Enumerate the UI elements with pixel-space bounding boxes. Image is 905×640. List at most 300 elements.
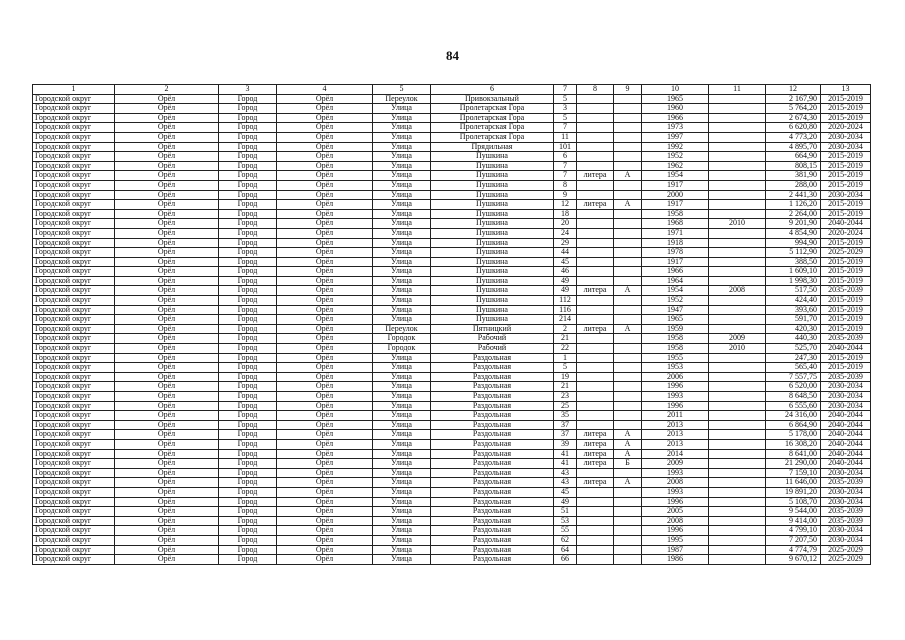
- cell-settlement: Орёл: [277, 507, 373, 517]
- cell-renovation-year: [709, 104, 766, 114]
- cell-settlement-type: Город: [219, 535, 277, 545]
- cell-settlement: Орёл: [277, 161, 373, 171]
- cell-period: 2035-2039: [821, 372, 871, 382]
- cell-settlement: Орёл: [277, 401, 373, 411]
- cell-letter: [614, 113, 642, 123]
- cell-district-type: Городской округ: [33, 555, 115, 565]
- cell-municipality: Орёл: [115, 430, 219, 440]
- cell-letter-label: [577, 344, 614, 354]
- cell-municipality: Орёл: [115, 324, 219, 334]
- cell-renovation-year: [709, 248, 766, 258]
- cell-letter: А: [614, 200, 642, 210]
- cell-area: 424,40: [766, 296, 821, 306]
- cell-period: 2020-2024: [821, 228, 871, 238]
- cell-area: 5 764,20: [766, 104, 821, 114]
- cell-house-number: 24: [554, 228, 577, 238]
- cell-settlement: Орёл: [277, 535, 373, 545]
- cell-letter: [614, 392, 642, 402]
- cell-street-name: Раздольная: [431, 555, 554, 565]
- cell-municipality: Орёл: [115, 420, 219, 430]
- cell-letter-label: литера: [577, 286, 614, 296]
- cell-municipality: Орёл: [115, 132, 219, 142]
- cell-letter-label: [577, 142, 614, 152]
- cell-area: 565,40: [766, 363, 821, 373]
- cell-letter: А: [614, 430, 642, 440]
- table-row: [33, 315, 871, 325]
- cell-period: 2015-2019: [821, 257, 871, 267]
- cell-district-type: Городской округ: [33, 344, 115, 354]
- cell-house-number: 44: [554, 248, 577, 258]
- table-row: [33, 152, 871, 162]
- cell-area: 8 641,00: [766, 449, 821, 459]
- cell-letter-label: [577, 94, 614, 104]
- header-cell-renovation-year: 11: [709, 85, 766, 95]
- cell-settlement-type: Город: [219, 487, 277, 497]
- cell-house-number: 5: [554, 113, 577, 123]
- cell-settlement: Орёл: [277, 123, 373, 133]
- cell-settlement: Орёл: [277, 324, 373, 334]
- cell-house-number: 55: [554, 526, 577, 536]
- cell-period: 2025-2029: [821, 248, 871, 258]
- cell-street-type: Улица: [373, 190, 431, 200]
- table-row: [33, 200, 871, 210]
- cell-district-type: Городской округ: [33, 535, 115, 545]
- cell-house-number: 39: [554, 439, 577, 449]
- cell-letter-label: [577, 516, 614, 526]
- cell-street-name: Пролетарская Гора: [431, 132, 554, 142]
- cell-municipality: Орёл: [115, 392, 219, 402]
- cell-letter-label: [577, 315, 614, 325]
- cell-settlement: Орёл: [277, 152, 373, 162]
- cell-build-year: 1978: [642, 248, 709, 258]
- table-row: [33, 353, 871, 363]
- table-row: [33, 94, 871, 104]
- cell-municipality: Орёл: [115, 209, 219, 219]
- cell-street-name: Пятницкий: [431, 324, 554, 334]
- cell-area: 11 646,00: [766, 478, 821, 488]
- cell-letter-label: [577, 113, 614, 123]
- table-row: [33, 449, 871, 459]
- cell-street-name: Раздольная: [431, 430, 554, 440]
- cell-settlement: Орёл: [277, 104, 373, 114]
- cell-street-name: Пушкина: [431, 200, 554, 210]
- cell-municipality: Орёл: [115, 190, 219, 200]
- cell-district-type: Городской округ: [33, 104, 115, 114]
- cell-area: 1 126,20: [766, 200, 821, 210]
- cell-street-type: Улица: [373, 200, 431, 210]
- cell-build-year: 1965: [642, 94, 709, 104]
- cell-build-year: 1952: [642, 296, 709, 306]
- cell-house-number: 12: [554, 200, 577, 210]
- cell-letter-label: [577, 305, 614, 315]
- cell-settlement: Орёл: [277, 171, 373, 181]
- cell-period: 2015-2019: [821, 353, 871, 363]
- cell-settlement: Орёл: [277, 267, 373, 277]
- cell-settlement: Орёл: [277, 497, 373, 507]
- cell-renovation-year: [709, 305, 766, 315]
- cell-letter-label: литера: [577, 478, 614, 488]
- cell-street-type: Улица: [373, 104, 431, 114]
- cell-street-name: Раздольная: [431, 497, 554, 507]
- cell-district-type: Городской округ: [33, 526, 115, 536]
- cell-build-year: 1993: [642, 468, 709, 478]
- cell-renovation-year: [709, 526, 766, 536]
- cell-street-type: Улица: [373, 439, 431, 449]
- cell-street-type: Улица: [373, 372, 431, 382]
- cell-house-number: 43: [554, 478, 577, 488]
- cell-street-name: Раздольная: [431, 392, 554, 402]
- cell-letter-label: [577, 363, 614, 373]
- cell-area: 1 609,10: [766, 267, 821, 277]
- cell-district-type: Городской округ: [33, 238, 115, 248]
- cell-district-type: Городской округ: [33, 324, 115, 334]
- cell-municipality: Орёл: [115, 152, 219, 162]
- cell-area: 9 414,00: [766, 516, 821, 526]
- cell-street-type: Улица: [373, 468, 431, 478]
- cell-letter-label: [577, 228, 614, 238]
- cell-period: 2015-2019: [821, 296, 871, 306]
- table-row: [33, 478, 871, 488]
- cell-build-year: 2000: [642, 190, 709, 200]
- table-row: [33, 516, 871, 526]
- cell-street-type: Улица: [373, 478, 431, 488]
- cell-period: 2015-2019: [821, 152, 871, 162]
- cell-district-type: Городской округ: [33, 267, 115, 277]
- cell-settlement-type: Город: [219, 468, 277, 478]
- cell-area: 2 674,30: [766, 113, 821, 123]
- header-cell-district-type: 1: [33, 85, 115, 95]
- cell-municipality: Орёл: [115, 171, 219, 181]
- cell-letter: [614, 526, 642, 536]
- cell-street-type: Улица: [373, 392, 431, 402]
- cell-renovation-year: [709, 353, 766, 363]
- cell-build-year: 1959: [642, 324, 709, 334]
- cell-letter-label: [577, 209, 614, 219]
- cell-settlement: Орёл: [277, 353, 373, 363]
- cell-settlement: Орёл: [277, 382, 373, 392]
- cell-street-type: Улица: [373, 449, 431, 459]
- cell-letter: [614, 267, 642, 277]
- cell-letter-label: литера: [577, 439, 614, 449]
- cell-settlement-type: Город: [219, 257, 277, 267]
- cell-street-type: Улица: [373, 497, 431, 507]
- cell-settlement-type: Город: [219, 401, 277, 411]
- cell-settlement-type: Город: [219, 228, 277, 238]
- cell-house-number: 45: [554, 487, 577, 497]
- cell-letter: [614, 516, 642, 526]
- cell-renovation-year: [709, 401, 766, 411]
- cell-renovation-year: [709, 468, 766, 478]
- cell-settlement-type: Город: [219, 238, 277, 248]
- cell-settlement: Орёл: [277, 449, 373, 459]
- cell-street-type: Улица: [373, 296, 431, 306]
- cell-letter: [614, 535, 642, 545]
- cell-build-year: 1955: [642, 353, 709, 363]
- cell-house-number: 62: [554, 535, 577, 545]
- cell-street-name: Пушкина: [431, 180, 554, 190]
- cell-letter-label: литера: [577, 200, 614, 210]
- cell-street-type: Улица: [373, 420, 431, 430]
- cell-period: 2030-2034: [821, 132, 871, 142]
- cell-street-type: Улица: [373, 209, 431, 219]
- cell-settlement: Орёл: [277, 113, 373, 123]
- cell-settlement-type: Город: [219, 478, 277, 488]
- cell-house-number: 49: [554, 497, 577, 507]
- cell-area: 247,30: [766, 353, 821, 363]
- cell-settlement-type: Город: [219, 200, 277, 210]
- cell-district-type: Городской округ: [33, 296, 115, 306]
- cell-letter: [614, 382, 642, 392]
- cell-municipality: Орёл: [115, 363, 219, 373]
- cell-street-type: Улица: [373, 152, 431, 162]
- cell-settlement-type: Город: [219, 334, 277, 344]
- cell-settlement: Орёл: [277, 209, 373, 219]
- cell-build-year: 1966: [642, 267, 709, 277]
- cell-settlement-type: Город: [219, 296, 277, 306]
- cell-street-name: Прядильная: [431, 142, 554, 152]
- cell-settlement: Орёл: [277, 468, 373, 478]
- table-row: [33, 363, 871, 373]
- cell-build-year: 1993: [642, 487, 709, 497]
- cell-street-type: Улица: [373, 257, 431, 267]
- cell-street-name: Раздольная: [431, 449, 554, 459]
- table-row: [33, 497, 871, 507]
- table-row: [33, 507, 871, 517]
- cell-municipality: Орёл: [115, 344, 219, 354]
- cell-area: 6 620,80: [766, 123, 821, 133]
- cell-build-year: 2013: [642, 420, 709, 430]
- cell-letter-label: [577, 392, 614, 402]
- cell-street-type: Улица: [373, 248, 431, 258]
- cell-renovation-year: [709, 113, 766, 123]
- cell-municipality: Орёл: [115, 516, 219, 526]
- cell-municipality: Орёл: [115, 545, 219, 555]
- cell-settlement-type: Город: [219, 372, 277, 382]
- cell-street-name: Раздольная: [431, 401, 554, 411]
- table-row: [33, 180, 871, 190]
- table-row: [33, 305, 871, 315]
- cell-area: 5 112,90: [766, 248, 821, 258]
- cell-settlement: Орёл: [277, 257, 373, 267]
- header-cell-period: 13: [821, 85, 871, 95]
- cell-renovation-year: [709, 238, 766, 248]
- cell-district-type: Городской округ: [33, 123, 115, 133]
- table-row: [33, 324, 871, 334]
- cell-renovation-year: [709, 200, 766, 210]
- cell-build-year: 1966: [642, 113, 709, 123]
- cell-street-name: Пушкина: [431, 190, 554, 200]
- cell-settlement: Орёл: [277, 439, 373, 449]
- cell-area: 6 520,00: [766, 382, 821, 392]
- cell-area: 16 308,20: [766, 439, 821, 449]
- cell-house-number: 21: [554, 334, 577, 344]
- cell-period: 2015-2019: [821, 161, 871, 171]
- cell-district-type: Городской округ: [33, 516, 115, 526]
- cell-period: 2040-2044: [821, 344, 871, 354]
- cell-area: 9 201,90: [766, 219, 821, 229]
- table-row: [33, 430, 871, 440]
- cell-period: 2015-2019: [821, 315, 871, 325]
- cell-renovation-year: [709, 142, 766, 152]
- cell-build-year: 1995: [642, 535, 709, 545]
- cell-house-number: 11: [554, 132, 577, 142]
- cell-letter-label: [577, 497, 614, 507]
- cell-district-type: Городской округ: [33, 430, 115, 440]
- table-row: [33, 555, 871, 565]
- cell-area: 4 895,70: [766, 142, 821, 152]
- cell-period: 2030-2034: [821, 401, 871, 411]
- cell-build-year: 1954: [642, 171, 709, 181]
- cell-build-year: 1997: [642, 132, 709, 142]
- cell-municipality: Орёл: [115, 238, 219, 248]
- header-cell-house-number: 7: [554, 85, 577, 95]
- cell-house-number: 2: [554, 324, 577, 334]
- cell-municipality: Орёл: [115, 507, 219, 517]
- cell-house-number: 64: [554, 545, 577, 555]
- cell-letter: [614, 228, 642, 238]
- cell-street-type: Улица: [373, 180, 431, 190]
- cell-build-year: 1968: [642, 219, 709, 229]
- cell-letter: [614, 372, 642, 382]
- cell-period: 2015-2019: [821, 276, 871, 286]
- cell-build-year: 1965: [642, 315, 709, 325]
- cell-street-type: Улица: [373, 315, 431, 325]
- cell-house-number: 21: [554, 382, 577, 392]
- header-cell-letter: 9: [614, 85, 642, 95]
- cell-district-type: Городской округ: [33, 353, 115, 363]
- cell-municipality: Орёл: [115, 468, 219, 478]
- cell-settlement: Орёл: [277, 200, 373, 210]
- cell-renovation-year: [709, 152, 766, 162]
- cell-municipality: Орёл: [115, 497, 219, 507]
- cell-renovation-year: [709, 180, 766, 190]
- cell-settlement-type: Город: [219, 209, 277, 219]
- cell-street-type: Улица: [373, 526, 431, 536]
- cell-area: 6 555,60: [766, 401, 821, 411]
- cell-municipality: Орёл: [115, 257, 219, 267]
- cell-municipality: Орёл: [115, 535, 219, 545]
- cell-street-name: Раздольная: [431, 516, 554, 526]
- cell-street-name: Раздольная: [431, 468, 554, 478]
- cell-build-year: 1958: [642, 334, 709, 344]
- cell-street-name: Раздольная: [431, 487, 554, 497]
- cell-period: 2015-2019: [821, 94, 871, 104]
- cell-street-type: Улица: [373, 305, 431, 315]
- cell-area: 4 854,90: [766, 228, 821, 238]
- cell-municipality: Орёл: [115, 113, 219, 123]
- cell-letter-label: [577, 238, 614, 248]
- cell-letter: [614, 238, 642, 248]
- cell-letter-label: [577, 468, 614, 478]
- cell-period: 2015-2019: [821, 209, 871, 219]
- cell-street-name: Пушкина: [431, 267, 554, 277]
- cell-district-type: Городской округ: [33, 276, 115, 286]
- cell-build-year: 1992: [642, 142, 709, 152]
- cell-letter: [614, 132, 642, 142]
- cell-renovation-year: 2008: [709, 286, 766, 296]
- cell-renovation-year: [709, 123, 766, 133]
- cell-settlement-type: Город: [219, 516, 277, 526]
- cell-settlement-type: Город: [219, 171, 277, 181]
- cell-street-type: Переулок: [373, 324, 431, 334]
- cell-settlement: Орёл: [277, 286, 373, 296]
- cell-street-name: Пушкина: [431, 315, 554, 325]
- cell-settlement: Орёл: [277, 555, 373, 565]
- cell-letter: [614, 487, 642, 497]
- cell-area: 5 108,70: [766, 497, 821, 507]
- cell-street-type: Улица: [373, 555, 431, 565]
- cell-house-number: 43: [554, 468, 577, 478]
- cell-settlement-type: Город: [219, 449, 277, 459]
- cell-district-type: Городской округ: [33, 487, 115, 497]
- cell-settlement-type: Город: [219, 152, 277, 162]
- cell-house-number: 37: [554, 420, 577, 430]
- table-row: [33, 296, 871, 306]
- cell-settlement: Орёл: [277, 420, 373, 430]
- cell-period: 2040-2044: [821, 459, 871, 469]
- cell-settlement-type: Город: [219, 180, 277, 190]
- header-cell-street-name: 6: [431, 85, 554, 95]
- cell-district-type: Городской округ: [33, 305, 115, 315]
- cell-street-name: Рабочий: [431, 334, 554, 344]
- table-row: [33, 257, 871, 267]
- cell-letter-label: [577, 555, 614, 565]
- cell-municipality: Орёл: [115, 305, 219, 315]
- header-cell-letter-label: 8: [577, 85, 614, 95]
- cell-street-type: Улица: [373, 161, 431, 171]
- cell-street-type: Улица: [373, 219, 431, 229]
- cell-area: 2 264,00: [766, 209, 821, 219]
- cell-letter: [614, 161, 642, 171]
- cell-street-type: Улица: [373, 123, 431, 133]
- cell-renovation-year: [709, 257, 766, 267]
- cell-build-year: 1958: [642, 209, 709, 219]
- cell-district-type: Городской округ: [33, 161, 115, 171]
- cell-area: 4 774,79: [766, 545, 821, 555]
- cell-area: 7 557,75: [766, 372, 821, 382]
- cell-municipality: Орёл: [115, 123, 219, 133]
- cell-letter-label: [577, 219, 614, 229]
- cell-settlement: Орёл: [277, 344, 373, 354]
- cell-letter-label: [577, 334, 614, 344]
- cell-renovation-year: [709, 507, 766, 517]
- cell-settlement-type: Город: [219, 324, 277, 334]
- cell-build-year: 1962: [642, 161, 709, 171]
- cell-street-name: Пушкина: [431, 171, 554, 181]
- cell-area: 8 648,50: [766, 392, 821, 402]
- cell-build-year: 1986: [642, 555, 709, 565]
- table-row: [33, 468, 871, 478]
- cell-letter: [614, 94, 642, 104]
- cell-district-type: Городской округ: [33, 209, 115, 219]
- cell-period: 2030-2034: [821, 468, 871, 478]
- cell-renovation-year: [709, 315, 766, 325]
- cell-letter: [614, 334, 642, 344]
- cell-area: 4 773,20: [766, 132, 821, 142]
- cell-settlement-type: Город: [219, 344, 277, 354]
- cell-letter: А: [614, 449, 642, 459]
- cell-district-type: Городской округ: [33, 334, 115, 344]
- cell-street-type: Городок: [373, 334, 431, 344]
- header-cell-settlement-type: 3: [219, 85, 277, 95]
- cell-municipality: Орёл: [115, 382, 219, 392]
- cell-period: 2015-2019: [821, 113, 871, 123]
- cell-letter-label: [577, 276, 614, 286]
- cell-settlement-type: Город: [219, 545, 277, 555]
- cell-letter: [614, 180, 642, 190]
- cell-period: 2015-2019: [821, 180, 871, 190]
- cell-letter: [614, 401, 642, 411]
